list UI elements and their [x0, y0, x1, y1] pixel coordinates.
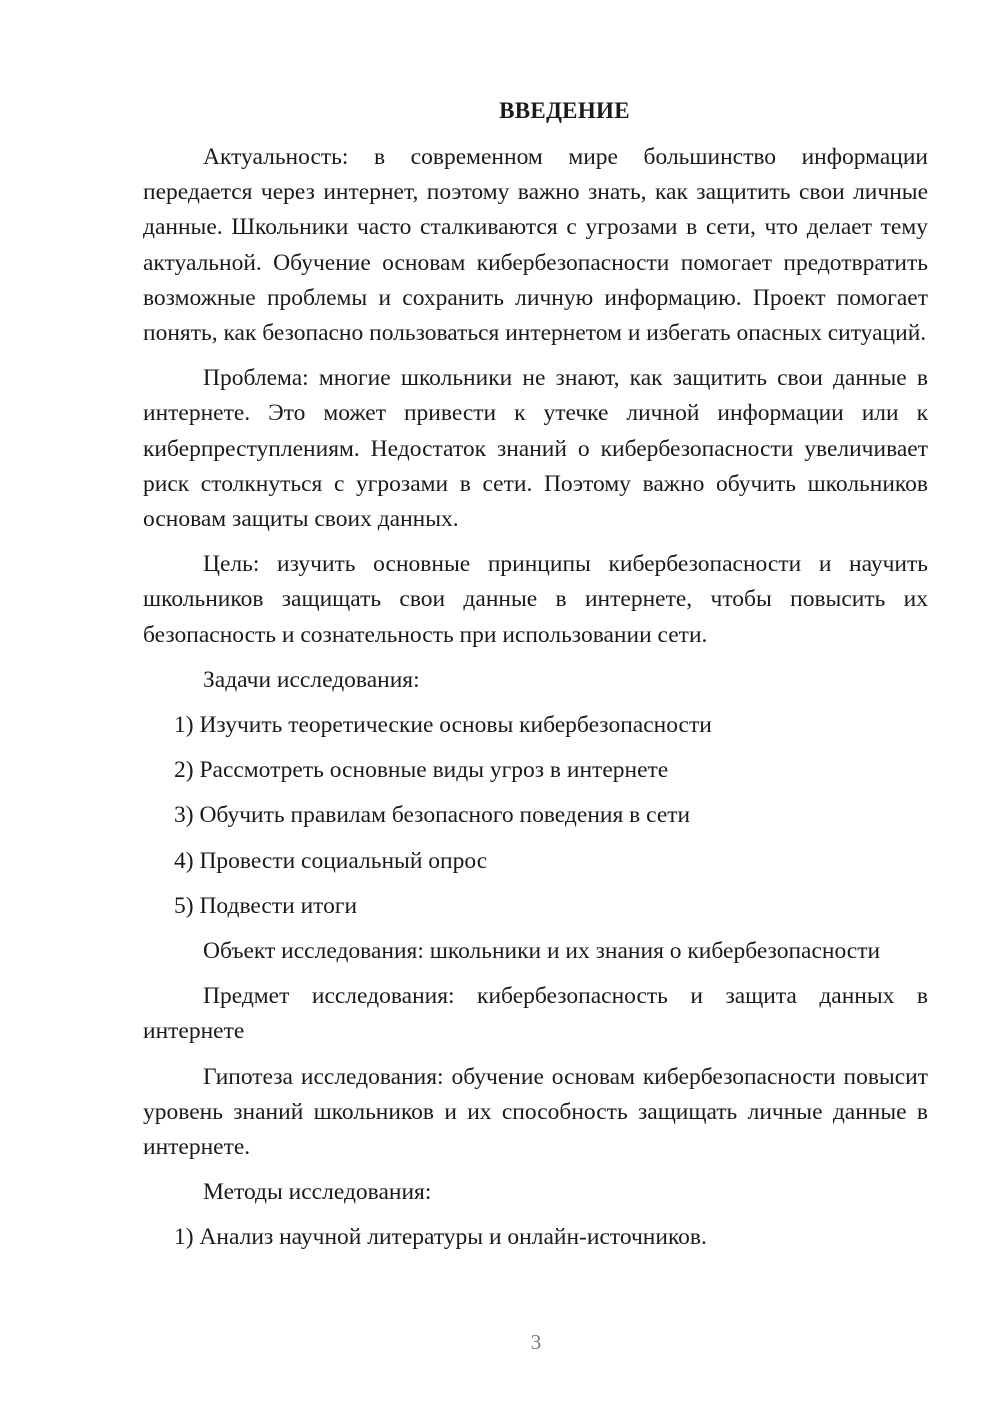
task-item-3: 3) Обучить правилам безопасного поведения в сети: [174, 802, 691, 829]
paragraph-subject: Предмет исследования: кибербезопасность и защита данных в интернете: [143, 983, 928, 1045]
page-title: ВВЕДЕНИЕ: [499, 98, 630, 123]
methods-heading: Методы исследования:: [203, 1179, 432, 1206]
page-content: [143, 96, 928, 1266]
task-item-5: 5) Подвести итоги: [174, 892, 358, 919]
paragraph-goal: Цель: изучить основные принципы кибербезопасности и научить школьников защищать свои данные в интернете, чтобы повысить их безопасность и сознательность при использовании сети.: [143, 551, 928, 648]
task-item-2: 2) Рассмотреть основные виды угроз в интернете: [174, 757, 669, 784]
task-item-1: 1) Изучить теоретические основы кибербезопасности: [174, 712, 712, 739]
tasks-heading: Задачи исследования:: [203, 666, 420, 693]
paragraph-object: Объект исследования: школьники и их знания о кибербезопасности: [203, 938, 881, 965]
page-number: 3: [530, 1330, 542, 1354]
method-item-1: 1) Анализ научной литературы и онлайн-источников.: [174, 1224, 707, 1251]
paragraph-relevance: Актуальность: в современном мире большинство информации передается через интернет, поэтому важно знать, как защитить свои личные данные. Школьники часто сталкиваются с угрозами в сети, что делает тему актуальной. Обучение основам кибербезопасности помогает предотвратить возможные проблемы и сохранить личную информацию. Проект помогает понять, как безопасно пользоваться интернетом и избегать опасных ситуаций.: [143, 144, 928, 347]
paragraph-hypothesis: Гипотеза исследования: обучение основам кибербезопасности повысит уровень знаний школьников и их способность защищать личные данные в интернете.: [143, 1063, 928, 1161]
paragraph-problem: Проблема: многие школьники не знают, как защитить свои данные в интернете. Это может привести к утечке личной информации или к киберпреступлениям. Недостаток знаний о кибербезопасности увеличивает риск столкнуться с угрозами в сети. Поэтому важно обучить школьников основам защиты своих данных.: [143, 365, 928, 533]
task-item-4: 4) Провести социальный опрос: [174, 847, 488, 874]
